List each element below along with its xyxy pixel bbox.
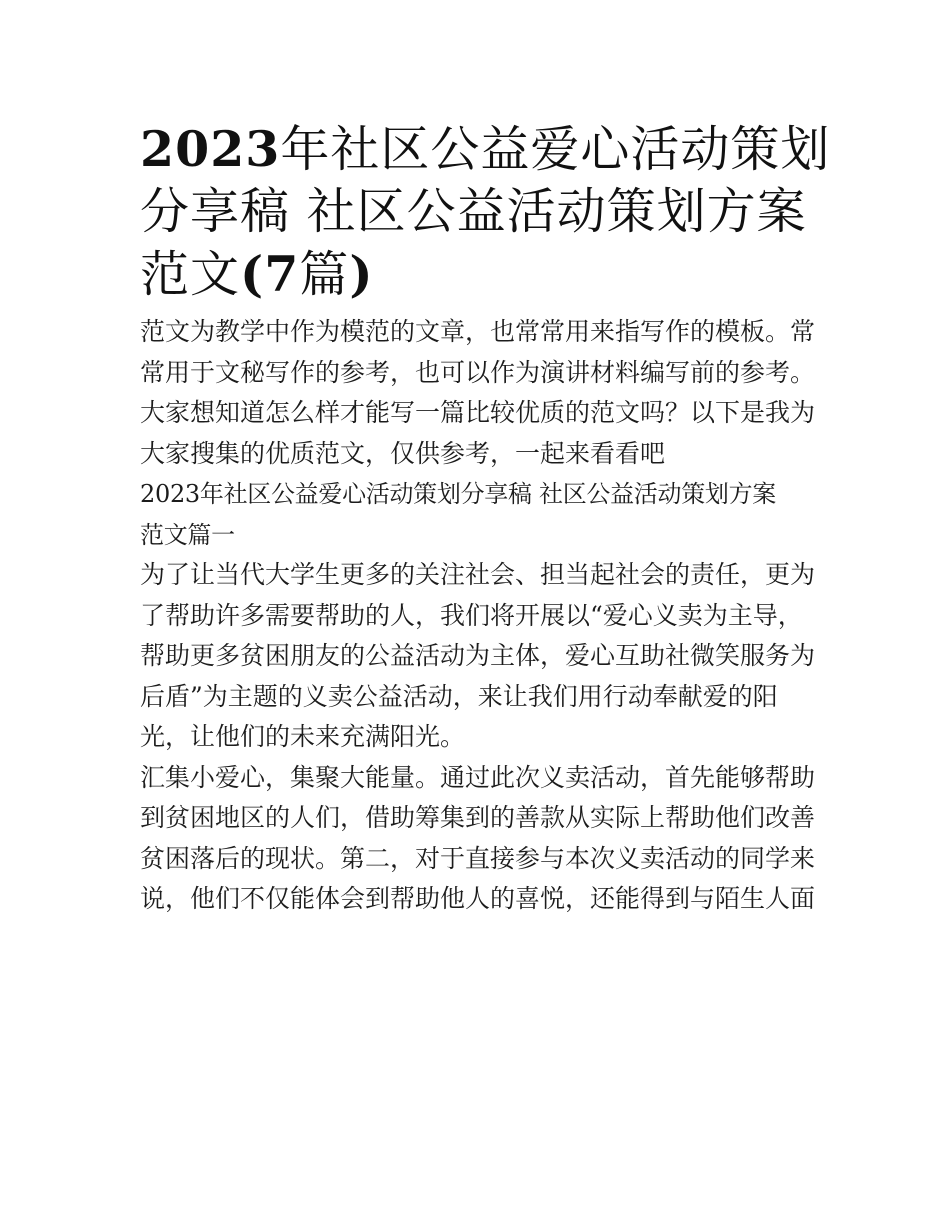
text-line: 大家搜集的优质范文，仅供参考，一起来看看吧 [140, 438, 666, 468]
text-line: 常用于文秘写作的参考，也可以作为演讲材料编写前的参考。 [140, 357, 816, 387]
text-line: 光，让他们的未来充满阳光。 [140, 722, 466, 751]
title-line-3-b: (7 [240, 245, 300, 303]
section-heading [140, 474, 820, 555]
document-body [140, 118, 831, 920]
intro-paragraph [140, 312, 820, 474]
title-year: 2023 [140, 120, 281, 178]
text-line: 范文为教学中作为模范的文章，也常常用来指写作的模板。常 [140, 317, 816, 346]
title-line-3-d: ) [349, 245, 374, 303]
text-line: 到贫困地区的人们，借助筹集到的善款从实际上帮助他们改善 [140, 803, 816, 832]
text-line: 说，他们不仅能体会到帮助他人的喜悦，还能得到与陌生人面 [140, 884, 816, 913]
text-line: 2023年社区公益爱心活动策划分享稿 社区公益活动策划方案 [140, 480, 777, 508]
title-line [140, 118, 831, 181]
text-line: 汇集小爱心，集聚大能量。通过此次义卖活动，首先能够帮助 [140, 762, 816, 792]
title-line-3-c: 篇 [299, 246, 350, 303]
text-line: 后盾”为主题的义卖公益活动，来让我们用行动奉献爱的阳 [140, 681, 778, 711]
title-line-3-a: 范文 [140, 246, 241, 303]
body-paragraph-2 [140, 758, 820, 920]
title-line: 分享稿 社区公益活动策划方案 [140, 183, 807, 240]
text-line: 贫困落后的现状。第二，对于直接参与本次义卖活动的同学来 [140, 843, 816, 873]
title-line-1-rest: 年社区公益爱心活动策划 [280, 121, 831, 178]
title-line [140, 243, 820, 306]
document-title [140, 118, 831, 306]
text-line: 范文篇一 [140, 520, 235, 549]
body-paragraph-1 [140, 555, 820, 758]
text-line: 大家想知道怎么样才能写一篇比较优质的范文吗？以下是我为 [140, 398, 816, 427]
text-line: 为了让当代大学生更多的关注社会、担当起社会的责任，更为 [140, 560, 816, 589]
text-line: 了帮助许多需要帮助的人，我们将开展以“爱心义卖为主导， [140, 600, 803, 630]
text-line: 帮助更多贫困朋友的公益活动为主体，爱心互助社微笑服务为 [140, 641, 816, 670]
